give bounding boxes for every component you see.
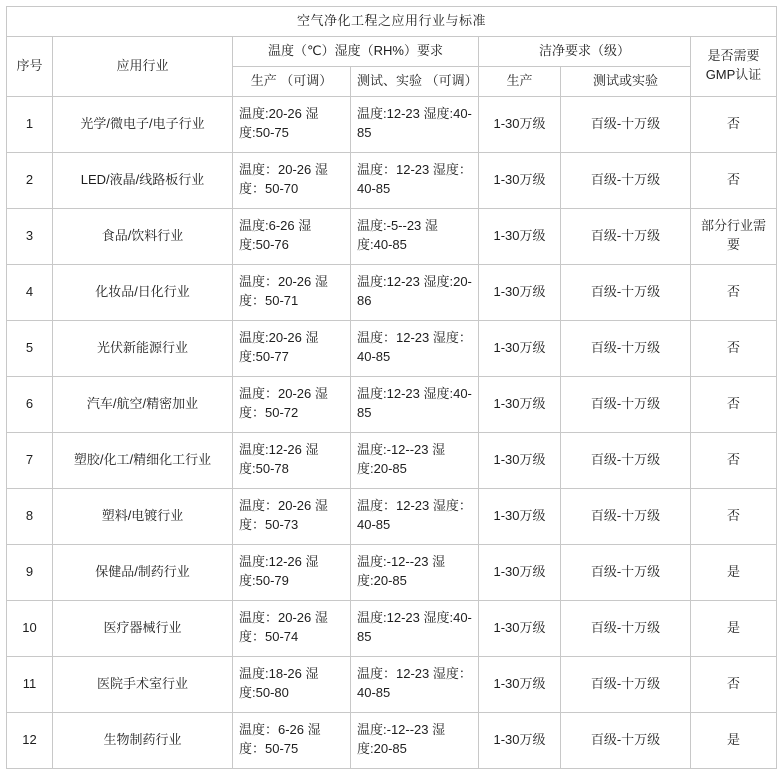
cell-index: 3 [7, 208, 53, 264]
header-gmp: 是否需要GMP认证 [691, 36, 777, 96]
cell-clean-test: 百级-十万级 [561, 656, 691, 712]
cell-industry: 光学/微电子/电子行业 [53, 96, 233, 152]
table-row [7, 376, 777, 432]
standards-table [6, 6, 777, 769]
cell-index: 5 [7, 320, 53, 376]
cell-gmp: 部分行业需要 [691, 208, 777, 264]
cell-temp-humidity-test: 温度:12-23 湿度:40-85 [351, 376, 479, 432]
cell-gmp: 否 [691, 432, 777, 488]
cell-temp-humidity-production: 温度：20-26 湿度：50-73 [233, 488, 351, 544]
table-header-row-1 [7, 36, 777, 66]
cell-index: 10 [7, 600, 53, 656]
cell-clean-production: 1-30万级 [479, 376, 561, 432]
cell-gmp: 是 [691, 712, 777, 768]
cell-clean-production: 1-30万级 [479, 208, 561, 264]
cell-temp-humidity-production: 温度：20-26 湿度：50-70 [233, 152, 351, 208]
cell-gmp: 否 [691, 376, 777, 432]
cell-gmp: 否 [691, 656, 777, 712]
cell-temp-humidity-test: 温度:12-23 湿度:40-85 [351, 96, 479, 152]
cell-gmp: 否 [691, 264, 777, 320]
cell-clean-test: 百级-十万级 [561, 208, 691, 264]
cell-clean-test: 百级-十万级 [561, 432, 691, 488]
header-temp-humidity-production: 生产 （可调） [233, 66, 351, 96]
cell-gmp: 是 [691, 600, 777, 656]
table-row [7, 432, 777, 488]
cell-industry: 塑料/电镀行业 [53, 488, 233, 544]
cell-industry: 光伏新能源行业 [53, 320, 233, 376]
cell-clean-production: 1-30万级 [479, 600, 561, 656]
cell-clean-production: 1-30万级 [479, 544, 561, 600]
cell-clean-production: 1-30万级 [479, 96, 561, 152]
cell-temp-humidity-production: 温度：6-26 湿度：50-75 [233, 712, 351, 768]
cell-industry: 塑胶/化工/精细化工行业 [53, 432, 233, 488]
cell-temp-humidity-test: 温度：12-23 湿度：40-85 [351, 152, 479, 208]
cell-temp-humidity-test: 温度:12-23 湿度:40-85 [351, 600, 479, 656]
cell-index: 8 [7, 488, 53, 544]
cell-temp-humidity-test: 温度:-5--23 湿度:40-85 [351, 208, 479, 264]
table-row [7, 320, 777, 376]
cell-industry: 保健品/制药行业 [53, 544, 233, 600]
table-row [7, 712, 777, 768]
cell-clean-production: 1-30万级 [479, 712, 561, 768]
header-temp-humidity-group: 温度（℃）湿度（RH%）要求 [233, 36, 479, 66]
cell-temp-humidity-production: 温度：20-26 湿度：50-72 [233, 376, 351, 432]
cell-temp-humidity-production: 温度:12-26 湿度:50-78 [233, 432, 351, 488]
cell-index: 4 [7, 264, 53, 320]
cell-temp-humidity-test: 温度:-12--23 湿度:20-85 [351, 432, 479, 488]
cell-gmp: 否 [691, 320, 777, 376]
cell-index: 1 [7, 96, 53, 152]
cell-temp-humidity-production: 温度:20-26 湿度:50-75 [233, 96, 351, 152]
cell-clean-production: 1-30万级 [479, 656, 561, 712]
cell-industry: LED/液晶/线路板行业 [53, 152, 233, 208]
cell-index: 7 [7, 432, 53, 488]
header-industry: 应用行业 [53, 36, 233, 96]
table-title-row [7, 7, 777, 37]
header-clean-production: 生产 [479, 66, 561, 96]
table-row [7, 208, 777, 264]
table-row [7, 152, 777, 208]
cell-temp-humidity-production: 温度：20-26 湿度：50-74 [233, 600, 351, 656]
cell-index: 2 [7, 152, 53, 208]
cell-clean-production: 1-30万级 [479, 432, 561, 488]
cell-temp-humidity-production: 温度:18-26 湿度:50-80 [233, 656, 351, 712]
cell-temp-humidity-test: 温度:-12--23 湿度:20-85 [351, 544, 479, 600]
cell-temp-humidity-test: 温度：12-23 湿度：40-85 [351, 320, 479, 376]
cell-temp-humidity-test: 温度：12-23 湿度：40-85 [351, 656, 479, 712]
cell-index: 11 [7, 656, 53, 712]
cell-industry: 汽车/航空/精密加业 [53, 376, 233, 432]
cell-industry: 食品/饮料行业 [53, 208, 233, 264]
cell-clean-production: 1-30万级 [479, 152, 561, 208]
cell-temp-humidity-test: 温度：12-23 湿度：40-85 [351, 488, 479, 544]
cell-gmp: 是 [691, 544, 777, 600]
cell-temp-humidity-production: 温度:6-26 湿度:50-76 [233, 208, 351, 264]
cell-clean-test: 百级-十万级 [561, 488, 691, 544]
cell-clean-test: 百级-十万级 [561, 96, 691, 152]
table-row [7, 656, 777, 712]
table-row [7, 488, 777, 544]
cell-industry: 医院手术室行业 [53, 656, 233, 712]
cell-gmp: 否 [691, 152, 777, 208]
cell-index: 12 [7, 712, 53, 768]
cell-clean-test: 百级-十万级 [561, 544, 691, 600]
cell-clean-test: 百级-十万级 [561, 712, 691, 768]
header-clean-test: 测试或实验 [561, 66, 691, 96]
cell-temp-humidity-production: 温度:20-26 湿度:50-77 [233, 320, 351, 376]
cell-industry: 医疗器械行业 [53, 600, 233, 656]
cell-clean-test: 百级-十万级 [561, 376, 691, 432]
cell-gmp: 否 [691, 96, 777, 152]
table-row [7, 264, 777, 320]
cell-gmp: 否 [691, 488, 777, 544]
header-index: 序号 [7, 36, 53, 96]
cell-industry: 化妆品/日化行业 [53, 264, 233, 320]
cell-clean-test: 百级-十万级 [561, 152, 691, 208]
table-row [7, 96, 777, 152]
cell-temp-humidity-production: 温度：20-26 湿度：50-71 [233, 264, 351, 320]
cell-clean-test: 百级-十万级 [561, 264, 691, 320]
cell-industry: 生物制药行业 [53, 712, 233, 768]
cell-index: 6 [7, 376, 53, 432]
table-row [7, 544, 777, 600]
table-row [7, 600, 777, 656]
header-cleanliness-group: 洁净要求（级） [479, 36, 691, 66]
cell-clean-production: 1-30万级 [479, 320, 561, 376]
cell-clean-production: 1-30万级 [479, 264, 561, 320]
cell-temp-humidity-test: 温度:12-23 湿度:20-86 [351, 264, 479, 320]
cell-temp-humidity-test: 温度:-12--23 湿度:20-85 [351, 712, 479, 768]
cell-temp-humidity-production: 温度:12-26 湿度:50-79 [233, 544, 351, 600]
cell-clean-test: 百级-十万级 [561, 320, 691, 376]
header-temp-humidity-test: 测试、实验 （可调） [351, 66, 479, 96]
page-title: 空气净化工程之应用行业与标准 [7, 7, 777, 37]
cell-index: 9 [7, 544, 53, 600]
cell-clean-production: 1-30万级 [479, 488, 561, 544]
cell-clean-test: 百级-十万级 [561, 600, 691, 656]
